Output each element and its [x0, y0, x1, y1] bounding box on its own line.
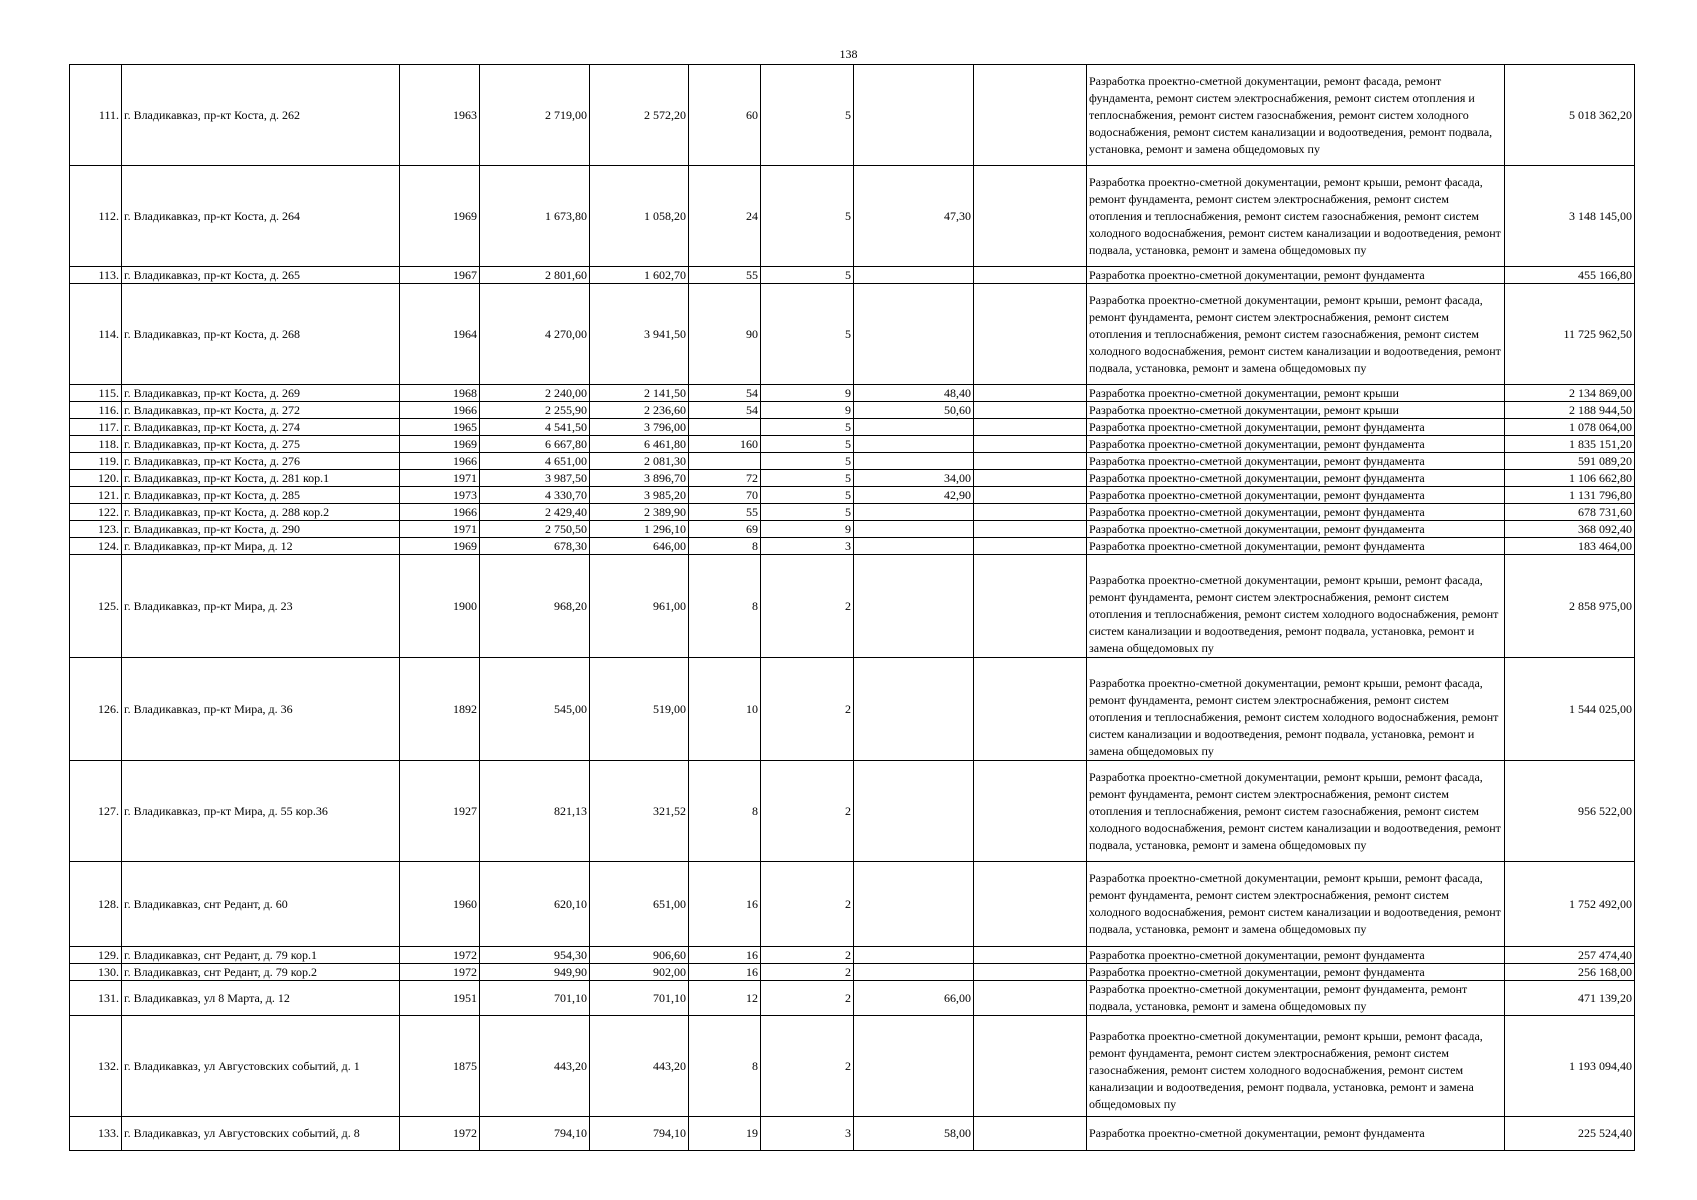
year-built-cell: 1971 — [400, 521, 480, 538]
living-area-cell: 961,00 — [590, 555, 689, 658]
residents-cell: 16 — [689, 964, 761, 981]
repair-register-table — [69, 64, 1635, 1151]
works-description-cell: Разработка проектно-сметной документации, ремонт фундамента — [1087, 470, 1505, 487]
residents-cell: 16 — [689, 947, 761, 964]
living-area-cell: 701,10 — [590, 981, 689, 1016]
cost-cell: 471 139,20 — [1505, 981, 1635, 1016]
roof-area-cell — [854, 761, 974, 862]
total-area-cell: 2 255,90 — [480, 402, 590, 419]
empty-cell — [974, 65, 1087, 166]
table-row — [70, 385, 1635, 402]
row-number: 133. — [70, 1117, 122, 1151]
living-area-cell: 1 296,10 — [590, 521, 689, 538]
works-description-cell: Разработка проектно-сметной документации, ремонт фундамента — [1087, 521, 1505, 538]
address-cell: г. Владикавказ, пр-кт Коста, д. 281 кор.1 — [122, 470, 400, 487]
living-area-cell: 519,00 — [590, 658, 689, 761]
address-cell: г. Владикавказ, пр-кт Мира, д. 12 — [122, 538, 400, 555]
row-number: 123. — [70, 521, 122, 538]
floors-cell: 5 — [761, 166, 854, 267]
table-row — [70, 436, 1635, 453]
living-area-cell: 646,00 — [590, 538, 689, 555]
floors-cell: 9 — [761, 521, 854, 538]
living-area-cell: 1 058,20 — [590, 166, 689, 267]
address-cell: г. Владикавказ, пр-кт Коста, д. 274 — [122, 419, 400, 436]
works-description-cell: Разработка проектно-сметной документации, ремонт фундамента — [1087, 947, 1505, 964]
table-row — [70, 981, 1635, 1016]
row-number: 120. — [70, 470, 122, 487]
residents-cell: 8 — [689, 555, 761, 658]
residents-cell: 69 — [689, 521, 761, 538]
roof-area-cell — [854, 284, 974, 385]
total-area-cell: 701,10 — [480, 981, 590, 1016]
residents-cell: 55 — [689, 504, 761, 521]
floors-cell: 9 — [761, 385, 854, 402]
year-built-cell: 1951 — [400, 981, 480, 1016]
floors-cell: 5 — [761, 284, 854, 385]
year-built-cell: 1968 — [400, 385, 480, 402]
empty-cell — [974, 453, 1087, 470]
year-built-cell: 1964 — [400, 284, 480, 385]
roof-area-cell — [854, 419, 974, 436]
cost-cell: 591 089,20 — [1505, 453, 1635, 470]
address-cell: г. Владикавказ, пр-кт Коста, д. 265 — [122, 267, 400, 284]
table-row — [70, 1016, 1635, 1117]
residents-cell: 54 — [689, 402, 761, 419]
empty-cell — [974, 504, 1087, 521]
living-area-cell: 2 389,90 — [590, 504, 689, 521]
roof-area-cell: 50,60 — [854, 402, 974, 419]
row-number: 124. — [70, 538, 122, 555]
roof-area-cell — [854, 538, 974, 555]
year-built-cell: 1972 — [400, 964, 480, 981]
empty-cell — [974, 436, 1087, 453]
table-row — [70, 964, 1635, 981]
roof-area-cell — [854, 658, 974, 761]
living-area-cell: 794,10 — [590, 1117, 689, 1151]
floors-cell: 5 — [761, 65, 854, 166]
residents-cell: 72 — [689, 470, 761, 487]
residents-cell: 8 — [689, 1016, 761, 1117]
empty-cell — [974, 964, 1087, 981]
year-built-cell: 1965 — [400, 419, 480, 436]
empty-cell — [974, 555, 1087, 658]
address-cell: г. Владикавказ, пр-кт Коста, д. 262 — [122, 65, 400, 166]
empty-cell — [974, 538, 1087, 555]
year-built-cell: 1900 — [400, 555, 480, 658]
page-number: 138 — [839, 47, 858, 61]
floors-cell: 2 — [761, 862, 854, 947]
total-area-cell: 1 673,80 — [480, 166, 590, 267]
residents-cell: 70 — [689, 487, 761, 504]
living-area-cell: 651,00 — [590, 862, 689, 947]
address-cell: г. Владикавказ, пр-кт Мира, д. 55 кор.36 — [122, 761, 400, 862]
roof-area-cell — [854, 453, 974, 470]
empty-cell — [974, 947, 1087, 964]
total-area-cell: 4 330,70 — [480, 487, 590, 504]
empty-cell — [974, 981, 1087, 1016]
cost-cell: 368 092,40 — [1505, 521, 1635, 538]
table-body — [70, 65, 1635, 1151]
table-row — [70, 470, 1635, 487]
cost-cell: 1 752 492,00 — [1505, 862, 1635, 947]
year-built-cell: 1969 — [400, 166, 480, 267]
total-area-cell: 678,30 — [480, 538, 590, 555]
works-description-cell: Разработка проектно-сметной документации, ремонт фундамента — [1087, 964, 1505, 981]
total-area-cell: 2 719,00 — [480, 65, 590, 166]
roof-area-cell — [854, 555, 974, 658]
residents-cell: 19 — [689, 1117, 761, 1151]
table-row — [70, 504, 1635, 521]
cost-cell: 956 522,00 — [1505, 761, 1635, 862]
address-cell: г. Владикавказ, пр-кт Коста, д. 276 — [122, 453, 400, 470]
living-area-cell: 2 141,50 — [590, 385, 689, 402]
roof-area-cell — [854, 521, 974, 538]
table-row — [70, 555, 1635, 658]
year-built-cell: 1966 — [400, 504, 480, 521]
year-built-cell: 1967 — [400, 267, 480, 284]
works-description-cell: Разработка проектно-сметной документации, ремонт крыши, ремонт фасада, ремонт фундамента, ремонт систем электроснабжения, ремонт систем отопления и теплоснабжения, ремонт систем газоснабжения, ремонт систем холодного водоснабжения, ремонт систем канализации и водоотведения, ремонт подвала, установка, ремонт и замена общедомовых пу — [1087, 284, 1505, 385]
roof-area-cell: 66,00 — [854, 981, 974, 1016]
empty-cell — [974, 521, 1087, 538]
total-area-cell: 545,00 — [480, 658, 590, 761]
row-number: 111. — [70, 65, 122, 166]
year-built-cell: 1969 — [400, 538, 480, 555]
works-description-cell: Разработка проектно-сметной документации, ремонт фундамента — [1087, 436, 1505, 453]
cost-cell: 256 168,00 — [1505, 964, 1635, 981]
table-row — [70, 1117, 1635, 1151]
floors-cell: 2 — [761, 555, 854, 658]
year-built-cell: 1963 — [400, 65, 480, 166]
year-built-cell: 1875 — [400, 1016, 480, 1117]
row-number: 114. — [70, 284, 122, 385]
address-cell: г. Владикавказ, пр-кт Мира, д. 23 — [122, 555, 400, 658]
address-cell: г. Владикавказ, ул Августовских событий, д. 8 — [122, 1117, 400, 1151]
row-number: 112. — [70, 166, 122, 267]
residents-cell: 60 — [689, 65, 761, 166]
total-area-cell: 954,30 — [480, 947, 590, 964]
roof-area-cell: 47,30 — [854, 166, 974, 267]
floors-cell: 2 — [761, 964, 854, 981]
row-number: 132. — [70, 1016, 122, 1117]
year-built-cell: 1927 — [400, 761, 480, 862]
living-area-cell: 2 572,20 — [590, 65, 689, 166]
row-number: 127. — [70, 761, 122, 862]
floors-cell: 5 — [761, 419, 854, 436]
address-cell: г. Владикавказ, снт Редант, д. 79 кор.1 — [122, 947, 400, 964]
table-row — [70, 947, 1635, 964]
year-built-cell: 1969 — [400, 436, 480, 453]
floors-cell: 2 — [761, 761, 854, 862]
address-cell: г. Владикавказ, снт Редант, д. 60 — [122, 862, 400, 947]
living-area-cell: 3 941,50 — [590, 284, 689, 385]
living-area-cell: 2 081,30 — [590, 453, 689, 470]
works-description-cell: Разработка проектно-сметной документации, ремонт фундамента — [1087, 453, 1505, 470]
empty-cell — [974, 166, 1087, 267]
roof-area-cell — [854, 436, 974, 453]
row-number: 115. — [70, 385, 122, 402]
address-cell: г. Владикавказ, пр-кт Коста, д. 290 — [122, 521, 400, 538]
residents-cell: 24 — [689, 166, 761, 267]
roof-area-cell: 34,00 — [854, 470, 974, 487]
roof-area-cell: 42,90 — [854, 487, 974, 504]
floors-cell: 5 — [761, 453, 854, 470]
total-area-cell: 3 987,50 — [480, 470, 590, 487]
total-area-cell: 949,90 — [480, 964, 590, 981]
table-row — [70, 267, 1635, 284]
total-area-cell: 4 270,00 — [480, 284, 590, 385]
works-description-cell: Разработка проектно-сметной документации, ремонт фундамента — [1087, 538, 1505, 555]
roof-area-cell — [854, 65, 974, 166]
cost-cell: 1 131 796,80 — [1505, 487, 1635, 504]
works-description-cell: Разработка проектно-сметной документации, ремонт фундамента — [1087, 1117, 1505, 1151]
total-area-cell: 2 240,00 — [480, 385, 590, 402]
address-cell: г. Владикавказ, ул 8 Марта, д. 12 — [122, 981, 400, 1016]
works-description-cell: Разработка проектно-сметной документации, ремонт фундамента — [1087, 267, 1505, 284]
works-description-cell: Разработка проектно-сметной документации, ремонт фундамента, ремонт подвала, установка, ремонт и замена общедомовых пу — [1087, 981, 1505, 1016]
year-built-cell: 1892 — [400, 658, 480, 761]
cost-cell: 2 858 975,00 — [1505, 555, 1635, 658]
cost-cell: 1 193 094,40 — [1505, 1016, 1635, 1117]
row-number: 131. — [70, 981, 122, 1016]
empty-cell — [974, 487, 1087, 504]
works-description-cell: Разработка проектно-сметной документации, ремонт крыши, ремонт фасада, ремонт фундамента, ремонт систем электроснабжения, ремонт систем отопления и теплоснабжения, ремонт систем газоснабжения, ремонт систем холодного водоснабжения, ремонт систем канализации и водоотведения, ремонт подвала, установка, ремонт и замена общедомовых пу — [1087, 166, 1505, 267]
cost-cell: 1 544 025,00 — [1505, 658, 1635, 761]
living-area-cell: 3 985,20 — [590, 487, 689, 504]
row-number: 122. — [70, 504, 122, 521]
cost-cell: 1 835 151,20 — [1505, 436, 1635, 453]
row-number: 113. — [70, 267, 122, 284]
year-built-cell: 1971 — [400, 470, 480, 487]
living-area-cell: 1 602,70 — [590, 267, 689, 284]
residents-cell — [689, 419, 761, 436]
works-description-cell: Разработка проектно-сметной документации, ремонт крыши, ремонт фасада, ремонт фундамента, ремонт систем электроснабжения, ремонт систем отопления и теплоснабжения, ремонт систем газоснабжения, ремонт систем холодного водоснабжения, ремонт систем канализации и водоотведения, ремонт подвала, установка, ремонт и замена общедомовых пу — [1087, 761, 1505, 862]
residents-cell: 16 — [689, 862, 761, 947]
floors-cell: 2 — [761, 981, 854, 1016]
roof-area-cell — [854, 862, 974, 947]
address-cell: г. Владикавказ, пр-кт Коста, д. 269 — [122, 385, 400, 402]
address-cell: г. Владикавказ, ул Августовских событий, д. 1 — [122, 1016, 400, 1117]
total-area-cell: 4 541,50 — [480, 419, 590, 436]
empty-cell — [974, 419, 1087, 436]
works-description-cell: Разработка проектно-сметной документации, ремонт крыши, ремонт фасада, ремонт фундамента, ремонт систем электроснабжения, ремонт систем газоснабжения, ремонт систем холодного водоснабжения, ремонт систем канализации и водоотведения, ремонт подвала, установка, ремонт и замена общедомовых пу — [1087, 1016, 1505, 1117]
row-number: 130. — [70, 964, 122, 981]
year-built-cell: 1973 — [400, 487, 480, 504]
floors-cell: 5 — [761, 470, 854, 487]
roof-area-cell — [854, 504, 974, 521]
floors-cell: 5 — [761, 267, 854, 284]
empty-cell — [974, 284, 1087, 385]
floors-cell: 3 — [761, 538, 854, 555]
residents-cell: 8 — [689, 761, 761, 862]
living-area-cell: 6 461,80 — [590, 436, 689, 453]
floors-cell: 2 — [761, 1016, 854, 1117]
table-row — [70, 521, 1635, 538]
living-area-cell: 3 796,00 — [590, 419, 689, 436]
floors-cell: 3 — [761, 1117, 854, 1151]
table-row — [70, 453, 1635, 470]
empty-cell — [974, 470, 1087, 487]
total-area-cell: 443,20 — [480, 1016, 590, 1117]
cost-cell: 1 106 662,80 — [1505, 470, 1635, 487]
living-area-cell: 902,00 — [590, 964, 689, 981]
cost-cell: 183 464,00 — [1505, 538, 1635, 555]
cost-cell: 455 166,80 — [1505, 267, 1635, 284]
row-number: 129. — [70, 947, 122, 964]
total-area-cell: 2 429,40 — [480, 504, 590, 521]
cost-cell: 678 731,60 — [1505, 504, 1635, 521]
total-area-cell: 620,10 — [480, 862, 590, 947]
works-description-cell: Разработка проектно-сметной документации, ремонт крыши — [1087, 385, 1505, 402]
empty-cell — [974, 761, 1087, 862]
address-cell: г. Владикавказ, пр-кт Коста, д. 264 — [122, 166, 400, 267]
floors-cell: 2 — [761, 947, 854, 964]
cost-cell: 1 078 064,00 — [1505, 419, 1635, 436]
address-cell: г. Владикавказ, снт Редант, д. 79 кор.2 — [122, 964, 400, 981]
living-area-cell: 321,52 — [590, 761, 689, 862]
row-number: 121. — [70, 487, 122, 504]
empty-cell — [974, 402, 1087, 419]
residents-cell: 8 — [689, 538, 761, 555]
empty-cell — [974, 862, 1087, 947]
cost-cell: 2 188 944,50 — [1505, 402, 1635, 419]
total-area-cell: 2 801,60 — [480, 267, 590, 284]
table-row — [70, 658, 1635, 761]
address-cell: г. Владикавказ, пр-кт Коста, д. 288 кор.2 — [122, 504, 400, 521]
total-area-cell: 2 750,50 — [480, 521, 590, 538]
empty-cell — [974, 658, 1087, 761]
cost-cell: 257 474,40 — [1505, 947, 1635, 964]
cost-cell: 5 018 362,20 — [1505, 65, 1635, 166]
residents-cell: 12 — [689, 981, 761, 1016]
living-area-cell: 443,20 — [590, 1016, 689, 1117]
roof-area-cell — [854, 964, 974, 981]
residents-cell: 160 — [689, 436, 761, 453]
roof-area-cell: 48,40 — [854, 385, 974, 402]
year-built-cell: 1966 — [400, 453, 480, 470]
total-area-cell: 6 667,80 — [480, 436, 590, 453]
residents-cell: 90 — [689, 284, 761, 385]
floors-cell: 5 — [761, 436, 854, 453]
floors-cell: 9 — [761, 402, 854, 419]
empty-cell — [974, 1016, 1087, 1117]
floors-cell: 5 — [761, 487, 854, 504]
roof-area-cell — [854, 1016, 974, 1117]
address-cell: г. Владикавказ, пр-кт Мира, д. 36 — [122, 658, 400, 761]
total-area-cell: 4 651,00 — [480, 453, 590, 470]
residents-cell — [689, 453, 761, 470]
cost-cell: 2 134 869,00 — [1505, 385, 1635, 402]
year-built-cell: 1966 — [400, 402, 480, 419]
living-area-cell: 3 896,70 — [590, 470, 689, 487]
living-area-cell: 2 236,60 — [590, 402, 689, 419]
residents-cell: 10 — [689, 658, 761, 761]
address-cell: г. Владикавказ, пр-кт Коста, д. 275 — [122, 436, 400, 453]
empty-cell — [974, 1117, 1087, 1151]
row-number: 128. — [70, 862, 122, 947]
table-row — [70, 65, 1635, 166]
row-number: 118. — [70, 436, 122, 453]
total-area-cell: 794,10 — [480, 1117, 590, 1151]
cost-cell: 3 148 145,00 — [1505, 166, 1635, 267]
table-row — [70, 284, 1635, 385]
year-built-cell: 1972 — [400, 947, 480, 964]
works-description-cell: Разработка проектно-сметной документации, ремонт крыши — [1087, 402, 1505, 419]
residents-cell: 55 — [689, 267, 761, 284]
table-row — [70, 761, 1635, 862]
address-cell: г. Владикавказ, пр-кт Коста, д. 272 — [122, 402, 400, 419]
row-number: 125. — [70, 555, 122, 658]
table-row — [70, 402, 1635, 419]
table-row — [70, 419, 1635, 436]
works-description-cell: Разработка проектно-сметной документации, ремонт фундамента — [1087, 487, 1505, 504]
table-row — [70, 166, 1635, 267]
works-description-cell: Разработка проектно-сметной документации, ремонт крыши, ремонт фасада, ремонт фундамента, ремонт систем электроснабжения, ремонт систем холодного водоснабжения, ремонт систем канализации и водоотведения, ремонт подвала, установка, ремонт и замена общедомовых пу — [1087, 862, 1505, 947]
roof-area-cell: 58,00 — [854, 1117, 974, 1151]
row-number: 126. — [70, 658, 122, 761]
floors-cell: 2 — [761, 658, 854, 761]
roof-area-cell — [854, 267, 974, 284]
year-built-cell: 1972 — [400, 1117, 480, 1151]
cost-cell: 225 524,40 — [1505, 1117, 1635, 1151]
roof-area-cell — [854, 947, 974, 964]
address-cell: г. Владикавказ, пр-кт Коста, д. 268 — [122, 284, 400, 385]
row-number: 116. — [70, 402, 122, 419]
floors-cell: 5 — [761, 504, 854, 521]
works-description-cell: Разработка проектно-сметной документации, ремонт фундамента — [1087, 504, 1505, 521]
row-number: 117. — [70, 419, 122, 436]
living-area-cell: 906,60 — [590, 947, 689, 964]
empty-cell — [974, 267, 1087, 284]
row-number: 119. — [70, 453, 122, 470]
year-built-cell: 1960 — [400, 862, 480, 947]
total-area-cell: 968,20 — [480, 555, 590, 658]
works-description-cell: Разработка проектно-сметной документации, ремонт фундамента — [1087, 419, 1505, 436]
works-description-cell: Разработка проектно-сметной документации, ремонт фасада, ремонт фундамента, ремонт систем электроснабжения, ремонт систем отопления и теплоснабжения, ремонт систем газоснабжения, ремонт систем холодного водоснабжения, ремонт систем канализации и водоотведения, ремонт подвала, установка, ремонт и замена общедомовых пу — [1087, 65, 1505, 166]
residents-cell: 54 — [689, 385, 761, 402]
address-cell: г. Владикавказ, пр-кт Коста, д. 285 — [122, 487, 400, 504]
cost-cell: 11 725 962,50 — [1505, 284, 1635, 385]
total-area-cell: 821,13 — [480, 761, 590, 862]
works-description-cell: Разработка проектно-сметной документации, ремонт крыши, ремонт фасада, ремонт фундамента, ремонт систем электроснабжения, ремонт систем отопления и теплоснабжения, ремонт систем холодного водоснабжения, ремонт систем канализации и водоотведения, ремонт подвала, установка, ремонт и замена общедомовых пу — [1087, 658, 1505, 761]
empty-cell — [974, 385, 1087, 402]
works-description-cell: Разработка проектно-сметной документации, ремонт крыши, ремонт фасада, ремонт фундамента, ремонт систем электроснабжения, ремонт систем отопления и теплоснабжения, ремонт систем холодного водоснабжения, ремонт систем канализации и водоотведения, ремонт подвала, установка, ремонт и замена общедомовых пу — [1087, 555, 1505, 658]
table-row — [70, 487, 1635, 504]
table-row — [70, 538, 1635, 555]
table-row — [70, 862, 1635, 947]
